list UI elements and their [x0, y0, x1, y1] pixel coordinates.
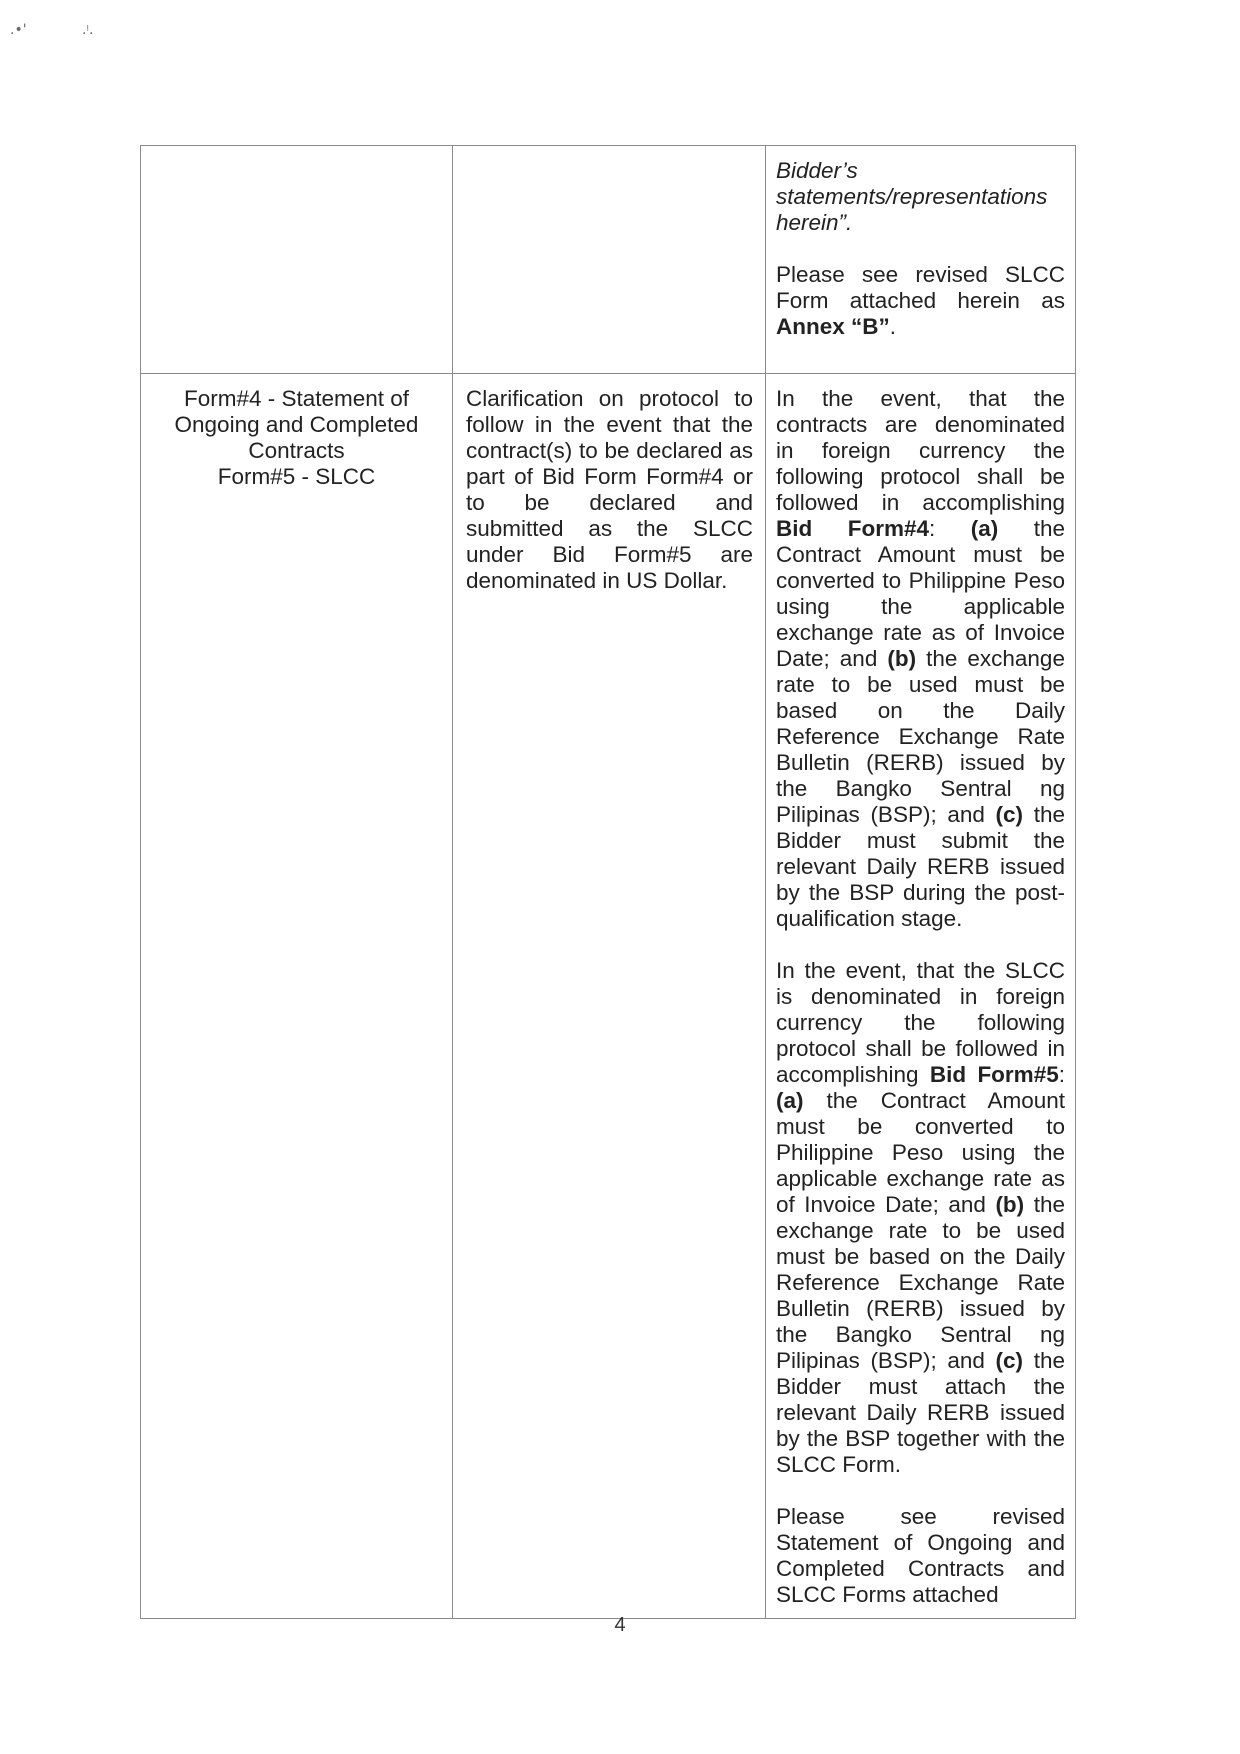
- response-text: In the event, that the contracts are denominated in foreign currency the following protocol shall be followed in accomplishing: [776, 386, 1065, 515]
- bid-form-label: Bid Form#4: [776, 516, 929, 541]
- clarification-table: [140, 145, 1076, 1619]
- form-name-line: Contracts: [248, 438, 345, 463]
- response-quote-continuation: Bidder’s statements/representations herein”.: [776, 158, 1048, 235]
- query-cell: [453, 374, 766, 1619]
- form-cell: [141, 146, 453, 374]
- response-paragraph-see-forms: Please see revised Statement of Ongoing and Completed Contracts and SLCC Forms attached: [776, 1504, 1065, 1607]
- form-cell: [141, 374, 453, 1619]
- page-number: 4: [614, 1614, 626, 1636]
- response-text: the Contract Amount must be converted to Philippine Peso using the applicable exchange rate as of Invoice Date; and: [776, 1088, 1065, 1217]
- bid-form-label: Bid Form#5: [929, 1062, 1059, 1087]
- response-paragraph-form4: [776, 386, 1065, 932]
- item-label: (b): [887, 646, 917, 671]
- response-annex-reference: [776, 262, 1065, 340]
- table-row: [141, 146, 1076, 374]
- scan-artifact-mark: .•': [10, 22, 27, 38]
- table-row: [141, 374, 1076, 1619]
- item-label: (a): [776, 1088, 804, 1113]
- annex-text: Please see revised SLCC Form attached herein as: [776, 262, 1065, 313]
- form-name-line: Form#5 - SLCC: [217, 464, 376, 489]
- response-cell: [766, 146, 1076, 374]
- response-text: the Bidder must attach the relevant Daily RERB issued by the BSP together with the SLCC Form.: [776, 1348, 1065, 1477]
- response-paragraph-form5: [776, 958, 1065, 1478]
- item-label: (a): [970, 516, 999, 541]
- form-name-line: Form#4 - Statement of: [183, 386, 410, 411]
- query-cell: [453, 146, 766, 374]
- annex-suffix: .: [889, 314, 897, 339]
- response-cell: [766, 374, 1076, 1619]
- response-text: the exchange rate to be used must be based on the Daily Reference Exchange Rate Bulletin (RERB) issued by the Bangko Sentral ng Pilipinas (BSP); and: [776, 1192, 1065, 1373]
- scan-artifact-mark: .ᵎ.: [82, 22, 94, 38]
- item-label: (c): [995, 802, 1024, 827]
- response-text: the exchange rate to be used must be based on the Daily Reference Exchange Rate Bulletin (RERB) issued by the Bangko Sentral ng Pilipinas (BSP); and: [776, 646, 1065, 827]
- form-name-line: Ongoing and Completed: [174, 412, 419, 437]
- response-text: the Contract Amount must be converted to Philippine Peso using the applicable exchange rate as of Invoice Date; and: [776, 516, 1065, 671]
- response-text: the Bidder must submit the relevant Daily RERB issued by the BSP during the post-qualification stage.: [776, 802, 1065, 931]
- item-label: (c): [995, 1348, 1024, 1373]
- response-text: In the event, that the SLCC is denominated in foreign currency the following protocol shall be followed in accomplishing: [776, 958, 1065, 1087]
- query-text: Clarification on protocol to follow in the event that the contract(s) to be declared as part of Bid Form Form#4 or to be declared and submitted as the SLCC under Bid Form#5 are denominated in US Dollar.: [466, 386, 753, 593]
- annex-label: Annex “B”: [776, 314, 890, 339]
- response-text: :: [929, 516, 936, 541]
- response-text: :: [1058, 1062, 1065, 1087]
- item-label: (b): [995, 1192, 1025, 1217]
